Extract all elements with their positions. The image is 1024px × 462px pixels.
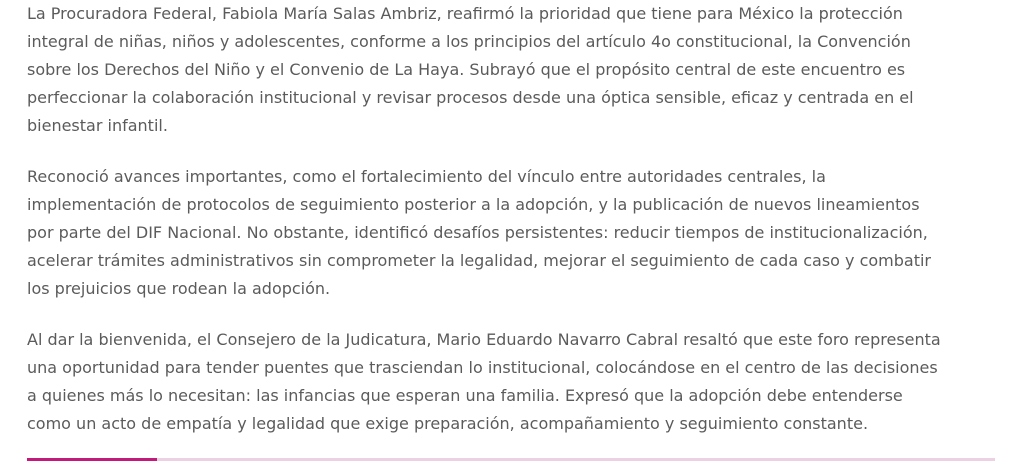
divider-accent-bar	[27, 458, 157, 461]
text-line: sobre los Derechos del Niño y el Convenio de La Haya. Subrayó que el propósito central de este encuentro es	[27, 60, 906, 79]
paragraph-procuradora	[27, 0, 1002, 140]
article-body	[27, 0, 1002, 461]
text-line: acelerar trámites administrativos sin comprometer la legalidad, mejorar el seguimiento de cada caso y combatir	[27, 251, 932, 270]
text-line: Al dar la bienvenida, el Consejero de la Judicatura, Mario Eduardo Navarro Cabral resaltó que este foro representa	[27, 330, 941, 349]
text-line: Reconoció avances importantes, como el fortalecimiento del vínculo entre autoridades centrales, la	[27, 167, 826, 186]
text-line: implementación de protocolos de seguimiento posterior a la adopción, y la publicación de nuevos lineamientos	[27, 195, 920, 214]
section-divider	[27, 458, 995, 461]
text-line: los prejuicios que rodean la adopción.	[27, 279, 331, 298]
text-line: como un acto de empatía y legalidad que exige preparación, acompañamiento y seguimiento constante.	[27, 414, 869, 433]
text-line: integral de niñas, niños y adolescentes, conforme a los principios del artículo 4o constitucional, la Convención	[27, 32, 911, 51]
text-line: bienestar infantil.	[27, 116, 168, 135]
text-line: a quienes más lo necesitan: las infancias que esperan una familia. Expresó que la adopción debe entenderse	[27, 386, 903, 405]
paragraph-bienvenida	[27, 326, 1002, 438]
text-line: una oportunidad para tender puentes que trasciendan lo institucional, colocándose en el centro de las decisiones	[27, 358, 938, 377]
text-line: La Procuradora Federal, Fabiola María Salas Ambriz, reafirmó la prioridad que tiene para México la protección	[27, 4, 903, 23]
paragraph-avances	[27, 163, 1002, 303]
text-line: perfeccionar la colaboración institucional y revisar procesos desde una óptica sensible, eficaz y centrada en el	[27, 88, 914, 107]
text-line: por parte del DIF Nacional. No obstante, identificó desafíos persistentes: reducir tiempos de institucionalización,	[27, 223, 928, 242]
